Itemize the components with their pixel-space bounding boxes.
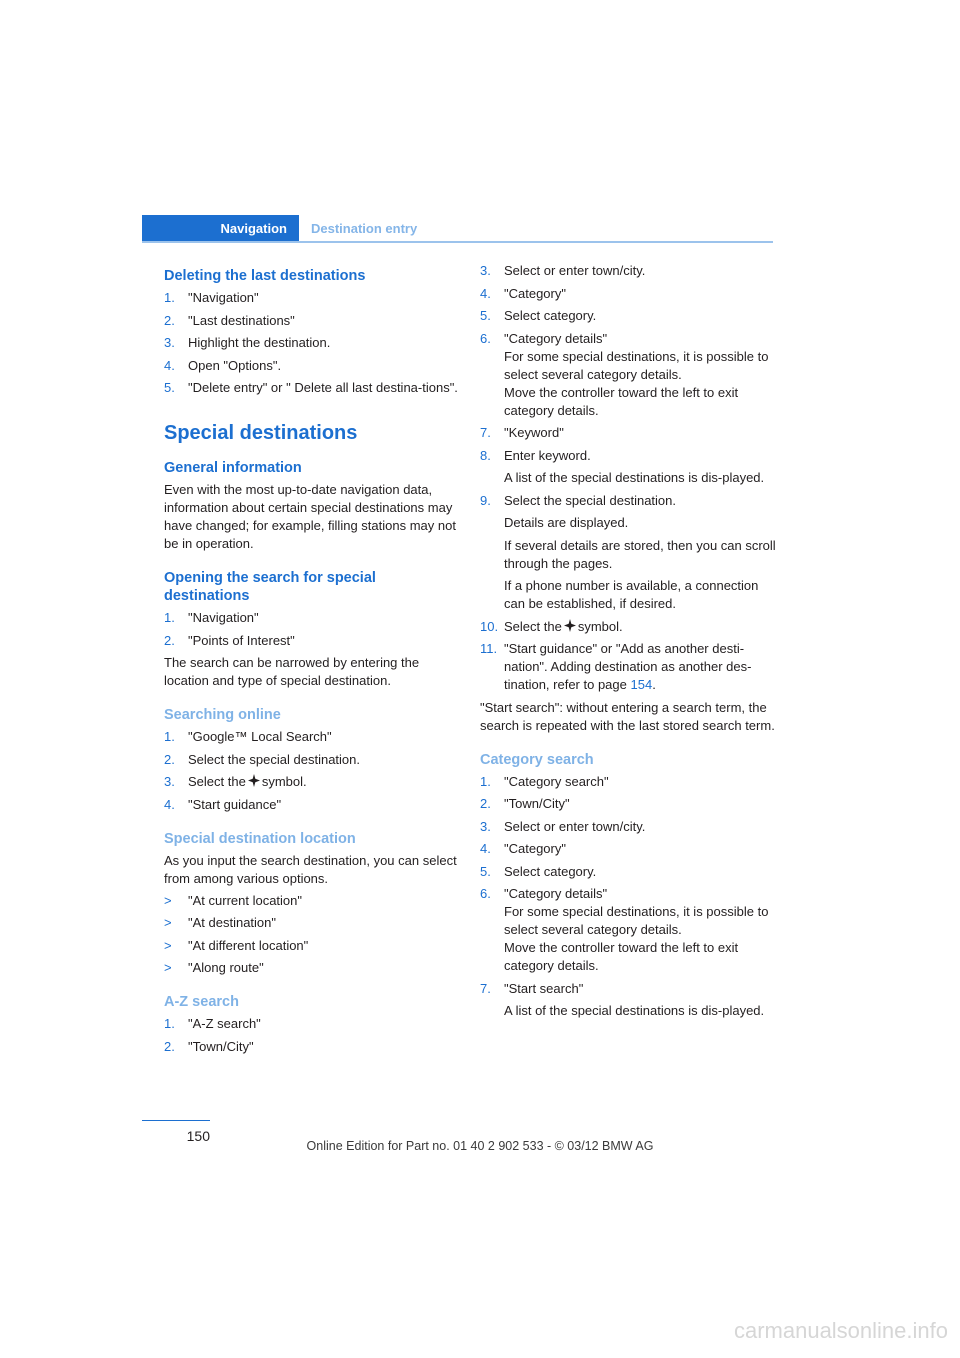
list-item [164,312,460,330]
step-detail: Details are displayed. [504,515,629,530]
list-item [164,937,460,955]
step-number: 1. [164,290,175,305]
step-text: "A-Z search" [188,1016,261,1031]
list-item [480,424,776,442]
list-item [480,795,776,813]
step-text: "Category details" [504,330,608,346]
list-item [480,863,776,881]
list-item [480,818,776,836]
list-item [164,289,460,307]
special-destinations-title: Special destinations [164,422,358,444]
step-text: "Keyword" [504,425,564,440]
bullet-marker: > [164,915,172,930]
step-text: "Last destinations" [188,312,295,328]
step-number: 4. [480,285,491,301]
list-item [164,728,460,746]
list-item [480,618,776,636]
opening-search-text: The search can be narrowed by entering the location and type of special destination. [164,655,420,688]
opening-search-heading: Opening the search for special destinations [164,570,376,604]
list-item [164,773,460,791]
option-text: "At different location" [188,937,309,953]
step-detail: For some special destinations, it is possible to select several category details. [504,348,769,382]
searching-online-heading: Searching online [164,707,281,723]
step-number: 5. [164,380,175,395]
edition-footer: Online Edition for Part no. 01 40 2 902 533 - © 03/12 BMW AG [306,1139,654,1153]
list-item [164,334,460,352]
step-text: "Start guidance" [188,796,282,812]
step-number: 7. [480,980,491,996]
right-column [480,262,776,1025]
watermark: carmanualsonline.info [733,1318,948,1343]
step-detail: A list of the special destinations is dis-played. [504,470,765,485]
step-text: "Town/City" [504,796,570,811]
online-steps [164,728,460,814]
sparkle-symbol-icon [564,619,576,632]
category-search-heading: Category search [480,751,594,768]
header-subsection-tab: Destination entry [311,221,418,236]
step-text-b: symbol. [261,774,307,789]
list-item [164,379,460,397]
opening-steps [164,609,460,650]
start-search-text: "Start search": without entering a search term, the search is repeated with the last stored search term. [480,699,775,733]
step-text: "Category search" [504,773,609,789]
step-text: "Category" [504,841,566,856]
destination-location-heading: Special destination location [164,830,356,847]
left-column [164,262,460,1060]
step-number: 4. [164,796,175,812]
step-text-a: Select the [504,618,562,634]
step-text: "Points of Interest" [188,632,295,648]
step-number: 7. [480,425,491,440]
step-number: 6. [480,330,491,346]
step-number: 10. [480,618,499,634]
page-number: 150 [186,1128,210,1144]
list-item [480,330,776,420]
step-text: Select category. [504,308,597,323]
list-item [480,447,776,488]
step-number: 5. [480,308,491,323]
step-text: "Category details" [504,886,608,901]
sparkle-symbol-icon [248,774,260,787]
deleting-steps [164,289,460,397]
step-text: "Start guidance" or "Add as another desti-nation". Adding destination as another des-tination, refer to page [504,641,752,692]
step-number: 5. [480,863,491,879]
step-text: "Delete entry" or " Delete all last destina-tions". [188,380,458,395]
footer-rule [142,1120,210,1121]
step-number: 6. [480,886,491,901]
step-number: 1. [164,729,175,744]
step-text-b: symbol. [577,618,623,634]
step-detail: Move the controller toward the left to exit category details. [504,940,739,973]
list-item [480,307,776,325]
step-detail: A list of the special destinations is dis-played. [504,1003,765,1018]
step-number: 8. [480,447,491,463]
step-text: Select category. [504,863,597,879]
step-text: "Navigation" [188,290,259,305]
step-detail: If a phone number is available, a connection can be established, if desired. [504,578,759,611]
step-text: Select the special destination. [188,751,360,767]
list-item [164,959,460,977]
list-item [480,840,776,858]
list-item [480,262,776,280]
step-number: 9. [480,492,491,508]
step-text: "Google™ Local Search" [188,729,332,744]
option-text: "At current location" [188,892,303,908]
step-detail: For some special destinations, it is possible to select several category details. [504,904,769,937]
step-text: "Category" [504,285,566,301]
list-item [480,640,776,694]
step-number: 2. [164,751,175,767]
bullet-marker: > [164,892,172,908]
step-number: 1. [164,1016,175,1031]
list-item [164,751,460,769]
step-number: 2. [164,1038,175,1054]
step-number: 3. [164,774,175,789]
step-text: "Start search" [504,980,584,996]
step-number: 1. [480,773,491,789]
bullet-marker: > [164,960,172,975]
list-item [480,773,776,791]
header-section-tab: Navigation [220,221,287,236]
step-text: Select or enter town/city. [504,818,646,834]
general-information-text: Even with the most up-to-date navigation data, information about certain special destinations may have changed; for example, filling stations may not be in operation. [164,482,456,551]
option-text: "At destination" [188,915,277,930]
step-detail: If several details are stored, then you can scroll through the pages. [504,537,776,571]
list-item [480,492,776,614]
list-item [164,914,460,932]
step-number: 11. [480,641,498,656]
step-number: 3. [480,263,491,278]
list-item [164,632,460,650]
general-information-heading: General information [164,460,302,476]
step-text: Open "Options". [188,357,282,373]
step-number: 4. [164,357,175,373]
list-item [164,609,460,627]
list-item [480,980,776,1021]
az-steps-right [480,262,776,694]
step-number: 2. [480,796,491,811]
bullet-marker: > [164,937,172,953]
step-detail: Move the controller toward the left to exit category details. [504,384,739,418]
step-text: Select the special destination. [504,492,676,508]
list-item [164,1015,460,1033]
list-item [164,892,460,910]
step-number: 3. [164,335,175,350]
list-item [164,1038,460,1056]
list-item [164,796,460,814]
step-number: 3. [480,818,491,834]
step-number: 1. [164,610,175,625]
step-text: Enter keyword. [504,447,591,463]
list-item [480,885,776,975]
az-steps-left [164,1015,460,1056]
page-reference-link[interactable]: 154 [630,677,653,692]
step-number: 2. [164,312,175,328]
category-steps [480,773,776,1021]
option-text: "Along route" [188,960,264,975]
location-options [164,892,460,978]
az-search-heading: A-Z search [164,994,239,1010]
destination-location-text: As you input the search destination, you can select from among various options. [164,852,457,886]
step-text-a: Select the [188,774,246,789]
step-text: Select or enter town/city. [504,263,646,278]
header-rule [142,241,773,243]
step-number: 4. [480,841,491,856]
list-item [480,285,776,303]
deleting-heading: Deleting the last destinations [164,268,366,284]
step-text: "Town/City" [188,1038,254,1054]
step-number: 2. [164,632,175,648]
list-item [164,357,460,375]
step-text-end: . [652,677,656,692]
step-text: "Navigation" [188,610,259,625]
step-text: Highlight the destination. [188,335,331,350]
